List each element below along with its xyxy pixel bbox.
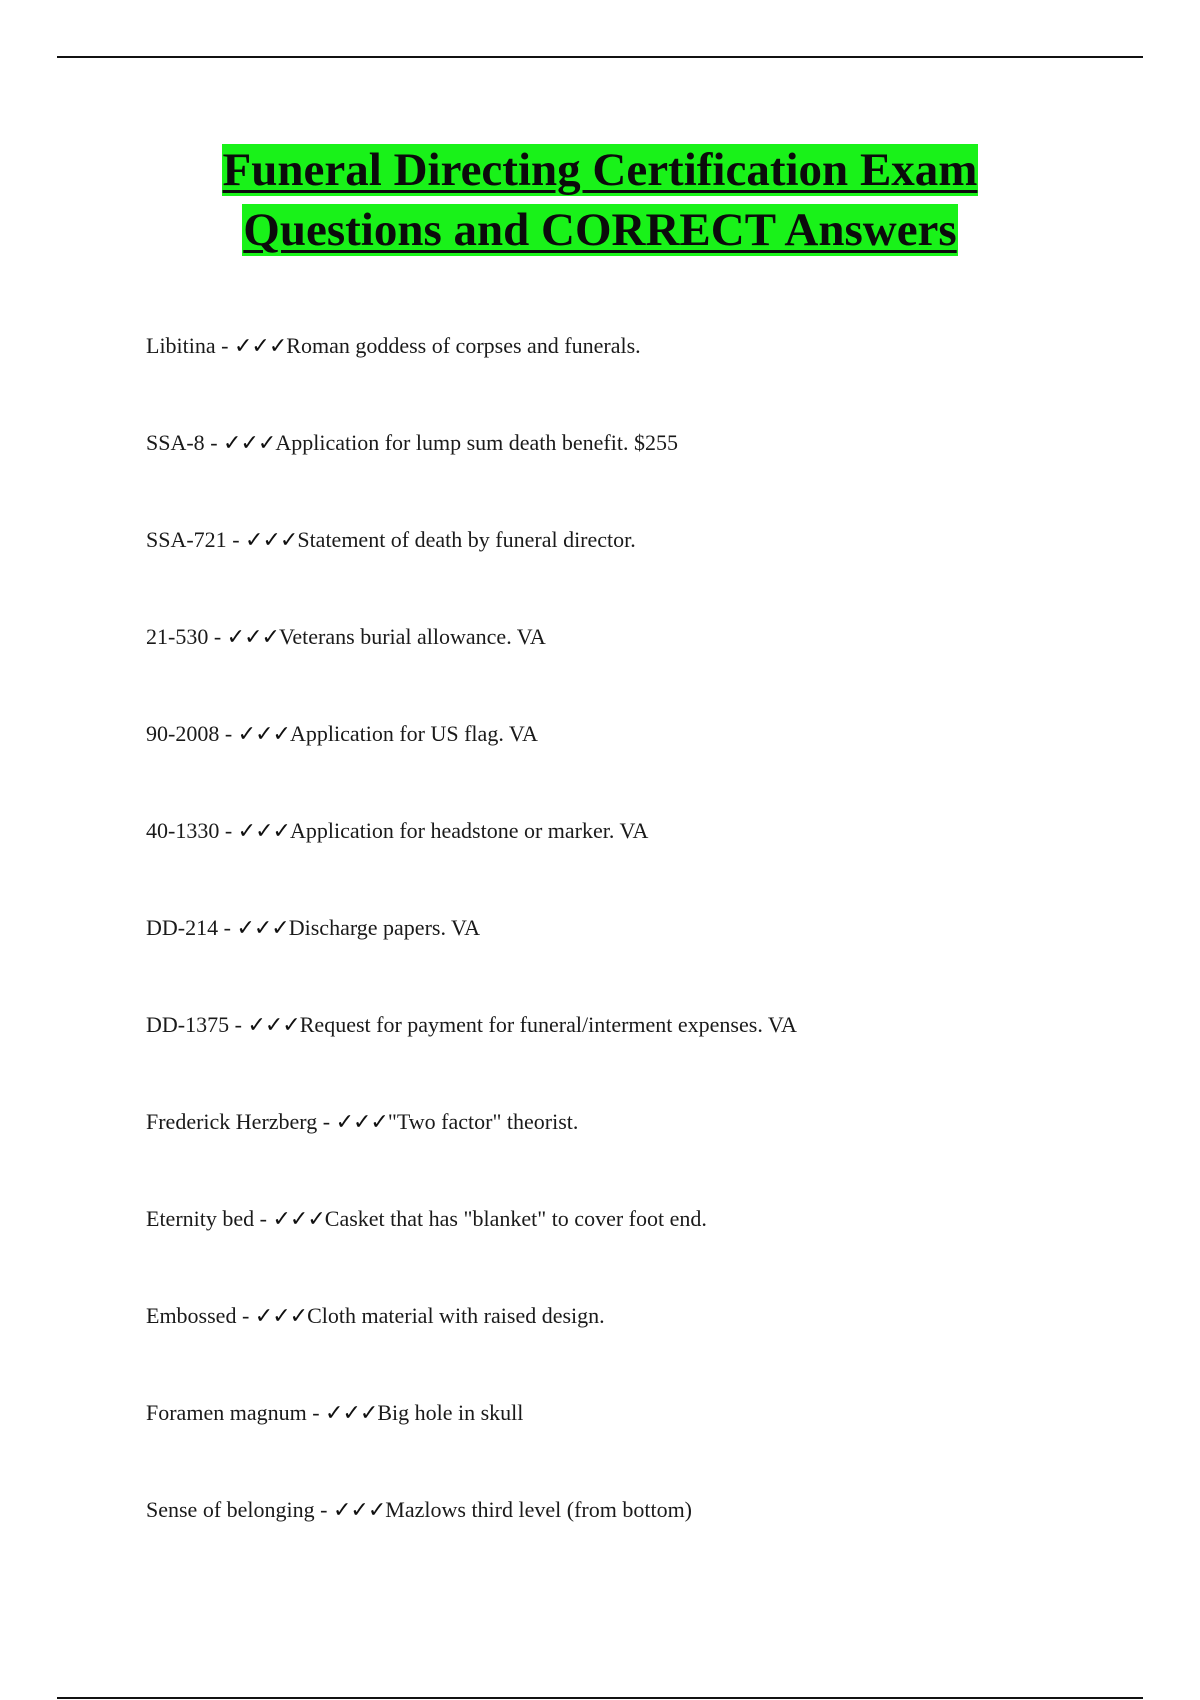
check-marks-icon: ✓✓✓: [237, 722, 290, 747]
item-term: Foramen magnum: [146, 1400, 307, 1425]
top-rule: [57, 56, 1143, 58]
list-item: [146, 1494, 1146, 1591]
item-term: Libitina: [146, 333, 216, 358]
title-line-2: Questions and CORRECT Answers: [243, 204, 957, 256]
item-term: Sense of belonging: [146, 1497, 315, 1522]
list-item: [146, 524, 1146, 621]
title-line-1: Funeral Directing Certification Exam: [222, 144, 978, 196]
check-marks-icon: ✓✓✓: [233, 334, 287, 359]
check-marks-icon: ✓✓✓: [272, 1207, 325, 1232]
check-marks-icon: ✓✓✓: [332, 1498, 386, 1523]
item-separator: -: [317, 1109, 336, 1134]
item-answer: "Two factor" theorist.: [387, 1109, 579, 1134]
item-answer: Discharge papers. VA: [288, 915, 480, 940]
list-item: [146, 1300, 1146, 1397]
check-marks-icon: ✓✓✓: [237, 819, 290, 844]
check-marks-icon: ✓✓✓: [254, 1304, 308, 1329]
list-item: [146, 1106, 1146, 1203]
item-term: SSA-8: [146, 430, 205, 455]
check-marks-icon: ✓✓✓: [245, 528, 298, 553]
check-marks-icon: ✓✓✓: [223, 431, 276, 456]
list-item: [146, 815, 1146, 912]
item-term: SSA-721: [146, 527, 227, 552]
list-item: [146, 330, 1146, 427]
check-marks-icon: ✓✓✓: [236, 916, 289, 941]
check-marks-icon: ✓✓✓: [325, 1401, 378, 1426]
document-title: [0, 140, 1200, 260]
list-item: [146, 427, 1146, 524]
item-term: DD-214: [146, 915, 219, 940]
item-answer: Request for payment for funeral/interment expenses. VA: [299, 1012, 797, 1037]
item-answer: Roman goddess of corpses and funerals.: [286, 333, 641, 358]
list-item: [146, 621, 1146, 718]
list-item: [146, 1009, 1146, 1106]
question-answer-list: [146, 330, 1146, 1591]
list-item: [146, 1397, 1146, 1494]
item-term: Frederick Herzberg: [146, 1109, 318, 1134]
item-separator: -: [219, 818, 238, 843]
item-separator: -: [208, 624, 227, 649]
item-answer: Big hole in skull: [377, 1400, 524, 1425]
bottom-rule: [57, 1697, 1143, 1699]
item-answer: Statement of death by funeral director.: [297, 527, 636, 552]
list-item: [146, 718, 1146, 815]
item-separator: -: [226, 527, 246, 552]
item-term: DD-1375: [146, 1012, 230, 1037]
item-separator: -: [215, 333, 234, 358]
item-separator: -: [314, 1497, 333, 1522]
item-separator: -: [219, 721, 238, 746]
item-answer: Casket that has "blanket" to cover foot end.: [324, 1206, 707, 1231]
item-term: 40-1330: [146, 818, 220, 843]
item-separator: -: [306, 1400, 326, 1425]
item-term: 21-530: [146, 624, 209, 649]
item-answer: Mazlows third level (from bottom): [385, 1497, 693, 1522]
item-answer: Application for lump sum death benefit. $255: [275, 430, 678, 455]
check-marks-icon: ✓✓✓: [226, 625, 279, 650]
list-item: [146, 1203, 1146, 1300]
check-marks-icon: ✓✓✓: [335, 1110, 388, 1135]
item-separator: -: [218, 915, 237, 940]
list-item: [146, 912, 1146, 1009]
item-answer: Application for US flag. VA: [289, 721, 538, 746]
item-answer: Cloth material with raised design.: [307, 1303, 605, 1328]
item-term: Embossed: [146, 1303, 237, 1328]
item-separator: -: [236, 1303, 255, 1328]
check-marks-icon: ✓✓✓: [247, 1013, 300, 1038]
item-term: Eternity bed: [146, 1206, 255, 1231]
item-answer: Veterans burial allowance. VA: [278, 624, 546, 649]
item-answer: Application for headstone or marker. VA: [289, 818, 649, 843]
item-separator: -: [229, 1012, 248, 1037]
item-term: 90-2008: [146, 721, 220, 746]
item-separator: -: [254, 1206, 273, 1231]
item-separator: -: [204, 430, 224, 455]
